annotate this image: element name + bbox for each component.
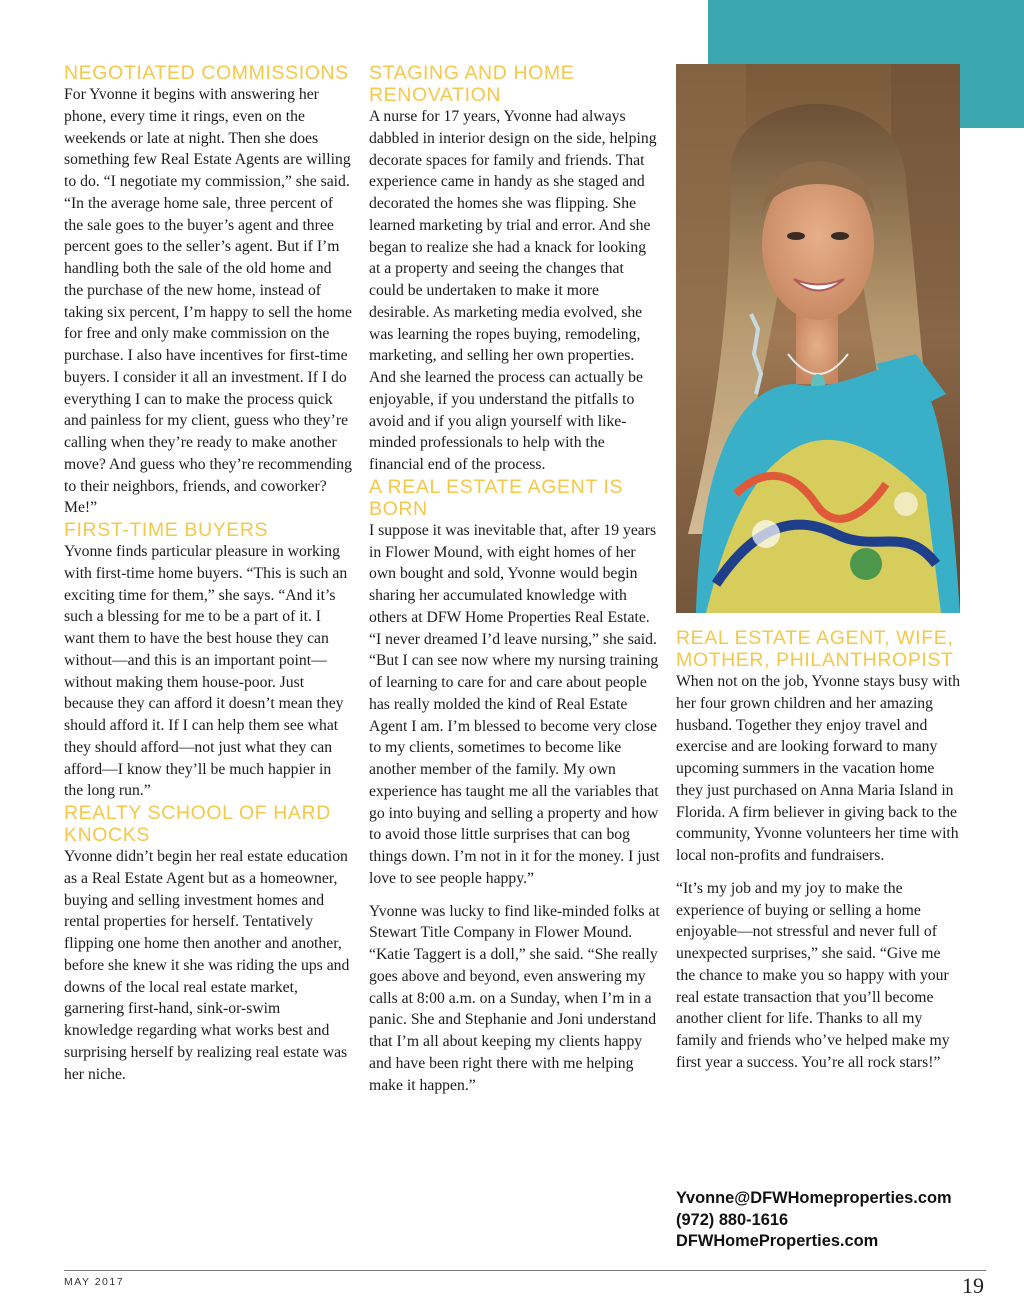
paragraph: For Yvonne it begins with answering her phone, every time it rings, even on the weekends or late at night. Then she does something few Real Estate Agents are willing to do. “I negotiate my commission,” she said. “In the average home sale, three percent of the sale goes to the buyer’s agent and three percent goes to the seller’s agent. But if I’m handling both the sale of the old home and the purchase of the new home, instead of taking six percent, I’m happy to sell the home for free and only make commission on the purchase. I also have incentives for first-time buyers. I consider it all an investment. If I do everything I can to make the process quick and painless for my client, guess who they’re calling when they’re ready to make another move? And guess who they’re recommending to their neighbors, friends, and coworker? Me!” bbox=[64, 86, 352, 517]
paragraph: A nurse for 17 years, Yvonne had always dabbled in interior design on the side, helping decorate spaces for family and friends. That experience came in handy as she staged and decorated the homes she was flipping. She learned marketing by trial and error. And she began to realize she had a knack for looking at a property and seeing the changes that could be undertaken to make it more desirable. As marketing media evolved, she was learning the ropes buying, remodeling, marketing, and selling her own properties. And she learned the process can actually be enjoyable, if you understand the pitfalls to avoid and if you align yourself with like-minded professionals to help with the financial end of the process. bbox=[369, 108, 657, 473]
section-heading: REAL ESTATE AGENT, WIFE, MOTHER, PHILANTHROPIST bbox=[676, 627, 954, 671]
website-link[interactable]: DFWHomeProperties.com bbox=[676, 1232, 879, 1250]
phone-number[interactable]: (972) 880-1616 bbox=[676, 1210, 789, 1229]
portrait-photo bbox=[676, 64, 960, 613]
paragraph: Yvonne finds particular pleasure in working with first-time home buyers. “This is such an exciting time for them,” she says. “And it’s such a blessing for me to be a part of it. I want them to have the best house they can without—and this is an important point—without making them house-poor. Just because they can afford it doesn’t mean they should afford it. If I can help them see what they should afford—not just what they can afford—I know they’ll be much happier in the long run.” bbox=[64, 543, 348, 800]
paragraph: Yvonne was lucky to find like-minded folks at Stewart Title Company in Flower Mound. “Katie Taggert is a doll,” she said. “She really goes above and beyond, even answering my calls at 8:00 a.m. on a Sunday, when I’m in a panic. She and Stephanie and Joni understand that I’m all about keeping my clients happy and have been right there with me helping make it happen.” bbox=[369, 902, 660, 1094]
page-number: 19 bbox=[962, 1273, 984, 1298]
paragraph: When not on the job, Yvonne stays busy with her four grown children and her amazing husband. Together they enjoy travel and exercise and are looking forward to many upcoming summers in the vacation home they just purchased on Anna Maria Island in Florida. A firm believer in giving back to the community, Yvonne volunteers her time with local non-profits and fundraisers. bbox=[676, 673, 961, 864]
contact-block bbox=[676, 1188, 976, 1253]
section-heading: A REAL ESTATE AGENT IS BORN bbox=[369, 475, 624, 520]
paragraph: Yvonne didn’t begin her real estate education as a Real Estate Agent but as a homeowner, buying and selling investment homes and rental properties for herself. Tentatively flipping one home then another and another, before she knew it she was riding the ups and downs of the local real estate market, garnering first-hand, sink-or-swim knowledge regarding what works best and surprising herself by realizing real estate was her niche. bbox=[64, 848, 350, 1083]
article-column-2 bbox=[369, 62, 661, 1096]
paragraph: “It’s my job and my joy to make the experience of buying or selling a home enjoyable—not stressful and never full of unexpected surprises,” she said. “Give me the chance to make you so happy with your real estate transaction that you’ll become another client for life. Thanks to all my family and friends who’ve helped make my first year a success. You’re all rock stars!” bbox=[676, 879, 950, 1071]
section-heading: FIRST-TIME BUYERS bbox=[64, 519, 269, 541]
article-column-3 bbox=[676, 627, 962, 1074]
section-heading: STAGING AND HOME RENOVATION bbox=[369, 62, 575, 106]
footer-divider bbox=[64, 1270, 986, 1271]
article-column-1 bbox=[64, 62, 352, 1085]
issue-date: MAY 2017 bbox=[64, 1276, 125, 1288]
section-heading: REALTY SCHOOL OF HARD KNOCKS bbox=[64, 802, 331, 846]
email-link[interactable]: Yvonne@DFWHomeproperties.com bbox=[676, 1189, 952, 1207]
paragraph: I suppose it was inevitable that, after 19 years in Flower Mound, with eight homes of her own bought and sold, Yvonne would begin sharing her accumulated knowledge with others at DFW Home Properties Real Estate. “I never dreamed I’d leave nursing,” she said. “But I can see now where my nursing training of learning to care for and care about people has really molded the kind of Real Estate Agent I am. I’m blessed to become very close to my clients, sometimes to become like another member of the family. My own experience has taught me all the variables that go into buying and selling a property and how to avoid those little surprises that can bog things down. I’m not in it for the money. I just love to see people happy.” bbox=[369, 521, 660, 887]
section-heading: NEGOTIATED COMMISSIONS bbox=[64, 62, 349, 84]
